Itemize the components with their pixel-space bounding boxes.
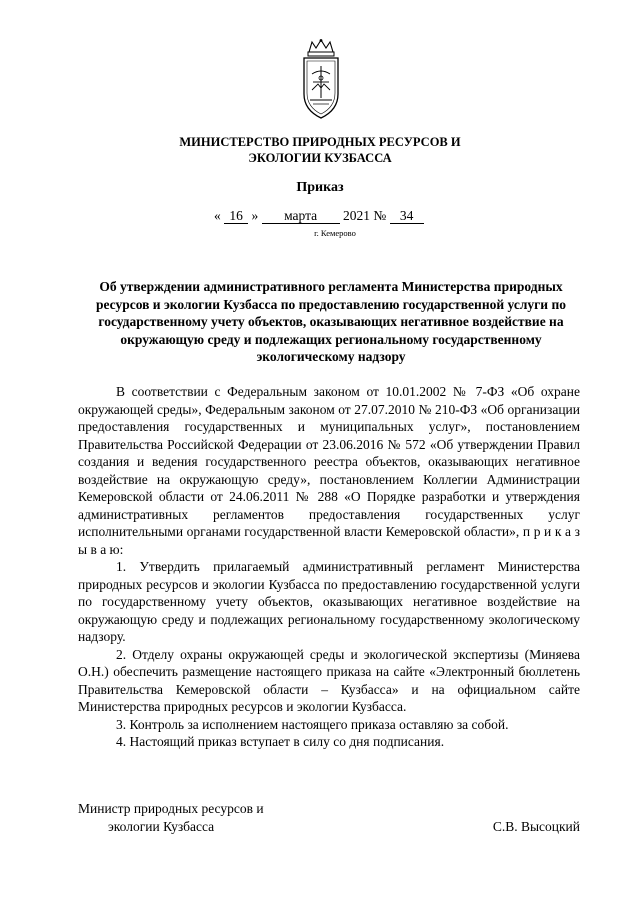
issue-city: г. Кемерово	[314, 228, 356, 238]
order-item-2: 2. Отделу охраны окружающей среды и экологической экспертизы (Миняева О.Н.) обеспечить размещение настоящего приказа на сайте «Электронный бюллетень Правительства Кемеровской области – Кузбасса» и на официальном сайте Министерства природных ресурсов и экологии Кузбасса.	[78, 646, 580, 714]
date-number-line	[214, 208, 424, 224]
ministry-name-line1: МИНИСТЕРСТВО ПРИРОДНЫХ РЕСУРСОВ И	[179, 135, 461, 149]
signatory-name: С.В. Высоцкий	[492, 818, 580, 834]
signature-block	[78, 800, 580, 835]
order-number: 34	[390, 208, 424, 224]
order-title: Об утверждении административного регламента Министерства природных ресурсов и экологии Кузбасса по предоставлению государственной услуги по государственному учету объектов, оказывающих негативное воздействие на окружающую среду и подлежащих региональному государственному экологическому надзору	[96, 279, 566, 364]
date-year-number-label: 2021 №	[343, 208, 387, 223]
quote-close: »	[251, 208, 259, 223]
date-month: марта	[262, 208, 340, 224]
signatory-position-line2: экологии Кузбасса	[108, 818, 215, 834]
date-day: 16	[224, 208, 248, 224]
kuzbass-coat-of-arms-icon	[298, 38, 344, 120]
document-type: Приказ	[296, 180, 344, 195]
order-item-3: 3. Контроль за исполнением настоящего приказа оставляю за собой.	[116, 716, 509, 732]
order-item-4: 4. Настоящий приказ вступает в силу со дня подписания.	[116, 734, 445, 749]
preamble-paragraph: В соответствии с Федеральным законом от 10.01.2002 № 7-ФЗ «Об охране окружающей среды», Федеральным законом от 27.07.2010 № 210-ФЗ «Об организации предоставления государственных и муниципальных услуг», постановлением Правительства Российской Федерации от 23.06.2016 № 572 «Об утверждении Правил создания и ведения государственного реестра объектов, оказывающих негативное воздействие на окружающую среду», постановлением Коллегии Администрации Кемеровской области от 24.06.2011 № 288 «О Порядке разработки и утверждения административных регламентов предоставления государственных услуг исполнительными органами государственной власти Кемеровской области», п р и к а з ы в а ю:	[78, 384, 580, 557]
order-item-1: 1. Утвердить прилагаемый административный регламент Министерства природных ресурсов и экологии Кузбасса по предоставлению государственной услуги по государственному учету объектов, оказывающих негативное воздействие на окружающую среду и подлежащих региональному государственному экологическому надзору.	[78, 559, 580, 644]
quote-open: «	[214, 208, 221, 223]
signatory-position-line1: Министр природных ресурсов и	[78, 801, 264, 816]
order-body	[78, 383, 580, 751]
ministry-name-line2: ЭКОЛОГИИ КУЗБАССА	[248, 151, 392, 165]
